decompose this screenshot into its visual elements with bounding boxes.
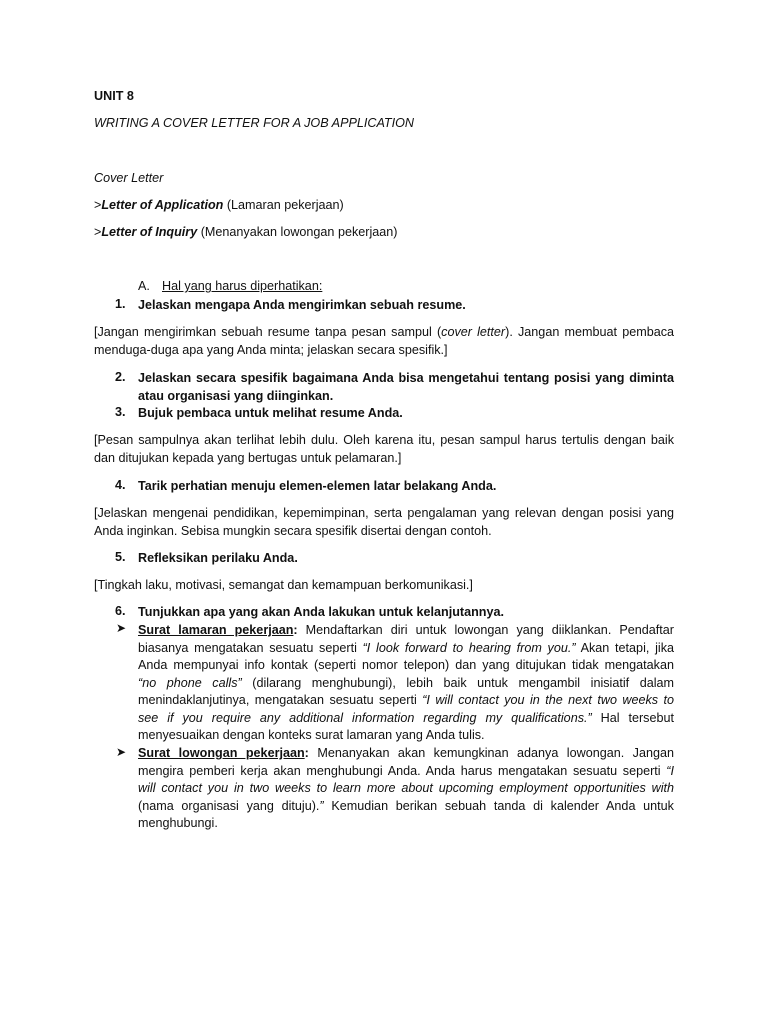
item-number: 6. <box>115 604 126 618</box>
bullet-text: Akan tetapi, jika <box>575 640 675 655</box>
type-term: Letter of Inquiry <box>101 225 198 239</box>
note-paragraph <box>94 505 674 540</box>
item-text: Refleksikan perilaku Anda. <box>138 551 298 565</box>
bullet-text: (nama organisasi yang dituju). <box>138 798 320 813</box>
item-text: Tunjukkan apa yang akan Anda lakukan untuk kelanjutannya. <box>138 605 505 619</box>
note-paragraph: [Tingkah laku, motivasi, semangat dan kemampuan berkomunikasi.] <box>94 578 473 592</box>
note-line: [Jelaskan mengenai pendidikan, kepemimpinan, serta pengalaman yang relevan dengan posisi yang <box>94 506 674 520</box>
bullet-line <box>138 710 674 728</box>
bullet-line <box>138 622 674 640</box>
type-meaning: (Menanyakan lowongan pekerjaan) <box>197 225 398 239</box>
item-number: 4. <box>115 478 126 492</box>
bullet-line <box>138 675 674 693</box>
item-text: Tarik perhatian menuju elemen-elemen latar belakang Anda. <box>138 479 497 493</box>
item-number: 3. <box>115 405 126 419</box>
bullet-text: Mendaftarkan diri untuk lowongan yang diiklankan. Pendaftar <box>297 623 674 637</box>
type-term: Letter of Application <box>101 198 224 212</box>
bullet-line: menyesuaikan dengan konteks surat lamaran yang Anda tulis. <box>138 728 485 742</box>
bullet-line <box>138 763 674 781</box>
note-line: Anda inginkan. Sebisa mungkin secara spesifik disertai dengan contoh. <box>94 523 492 538</box>
bullet-text: Kemudian berikan sebuah tanda di kalender Anda untuk <box>323 798 674 813</box>
bullet-application-letter <box>138 622 674 745</box>
bullet-line <box>138 640 674 658</box>
bullet-quote: “no phone calls” <box>138 675 242 690</box>
document-subtitle: WRITING A COVER LETTER FOR A JOB APPLICATION <box>94 116 415 130</box>
bullet-text: (dilarang menghubungi), lebih baik untuk mengambil inisiatif dalam <box>241 675 674 690</box>
note-line: dan ditujukan kepada yang bertugas untuk pelamaran.] <box>94 450 402 465</box>
bullet-line <box>138 692 674 710</box>
item-line: atau organisasi yang diinginkan. <box>138 388 334 403</box>
note-line: menduga-duga apa yang Anda minta; jelaskan secara spesifik.] <box>94 342 448 357</box>
bullet-label: Surat lamaran pekerjaan <box>138 623 294 637</box>
bullet-quote: “I look forward to hearing from you.” <box>362 640 576 655</box>
bullet-text: Hal tersebut <box>591 710 674 725</box>
arrow-bullet-icon: ➤ <box>116 745 127 759</box>
bullet-line: Anda mempunyai info kontak (seperti nomor telepon) dan yang ditujukan tidak mengatakan <box>138 658 674 672</box>
note-line: [Pesan sampulnya akan terlihat lebih dulu. Oleh karena itu, pesan sampul harus tertulis dengan baik <box>94 433 674 447</box>
section-letter: A. <box>138 279 150 293</box>
bullet-line: menghubungi. <box>138 816 218 830</box>
bullet-colon: : <box>293 623 298 637</box>
bullet-inquiry-letter <box>138 745 674 833</box>
bullet-text: biasanya mengatakan sesuatu seperti <box>138 640 363 655</box>
cover-letter-label: Cover Letter <box>94 171 164 185</box>
item-number: 5. <box>115 550 126 564</box>
bullet-text: Menanyakan akan kemungkinan adanya lowongan. Jangan <box>308 746 674 760</box>
letter-type-application <box>94 197 674 215</box>
bullet-quote: “I will contact you in the next two weeks to <box>422 693 674 707</box>
bullet-text: menindaklanjutinya, mengatakan sesuatu seperti <box>138 693 423 707</box>
bullet-quote: ” <box>319 798 324 813</box>
bullet-colon: : <box>304 746 309 760</box>
note-paragraph <box>94 324 674 359</box>
item-text: Jelaskan mengapa Anda mengirimkan sebuah resume. <box>138 298 466 312</box>
bullet-quote: will contact you in two weeks to learn more about upcoming employment opportunities with <box>138 781 674 795</box>
bullet-quote: see if you require any additional information regarding my qualifications.” <box>138 710 592 725</box>
type-prefix: > <box>94 198 102 212</box>
bullet-label: Surat lowongan pekerjaan <box>138 746 305 760</box>
bullet-text: mengira pemberi kerja akan menghubungi Anda. Anda harus mengatakan sesuatu seperti <box>138 763 667 778</box>
letter-type-inquiry <box>94 224 674 242</box>
item-number: 1. <box>115 297 126 311</box>
bullet-line <box>138 798 674 816</box>
note-text: [Jangan mengirimkan sebuah resume tanpa pesan sampul ( <box>94 325 442 339</box>
bullet-line <box>138 780 674 798</box>
note-paragraph <box>94 432 674 467</box>
note-italic: cover letter <box>441 325 506 339</box>
unit-title: UNIT 8 <box>94 89 134 103</box>
type-prefix: > <box>94 225 102 239</box>
note-text: ). Jangan membuat pembaca <box>505 325 674 339</box>
note-line <box>94 324 674 342</box>
item-text: Bujuk pembaca untuk melihat resume Anda. <box>138 406 403 420</box>
section-heading: Hal yang harus diperhatikan: <box>162 279 323 293</box>
item-number: 2. <box>115 370 126 384</box>
item-line: Jelaskan secara spesifik bagaimana Anda bisa mengetahui tentang posisi yang diminta <box>138 371 674 385</box>
bullet-line <box>138 745 674 763</box>
type-meaning: (Lamaran pekerjaan) <box>223 198 344 212</box>
arrow-bullet-icon: ➤ <box>116 621 127 635</box>
bullet-quote: “I <box>666 763 674 778</box>
item-text <box>138 370 674 405</box>
